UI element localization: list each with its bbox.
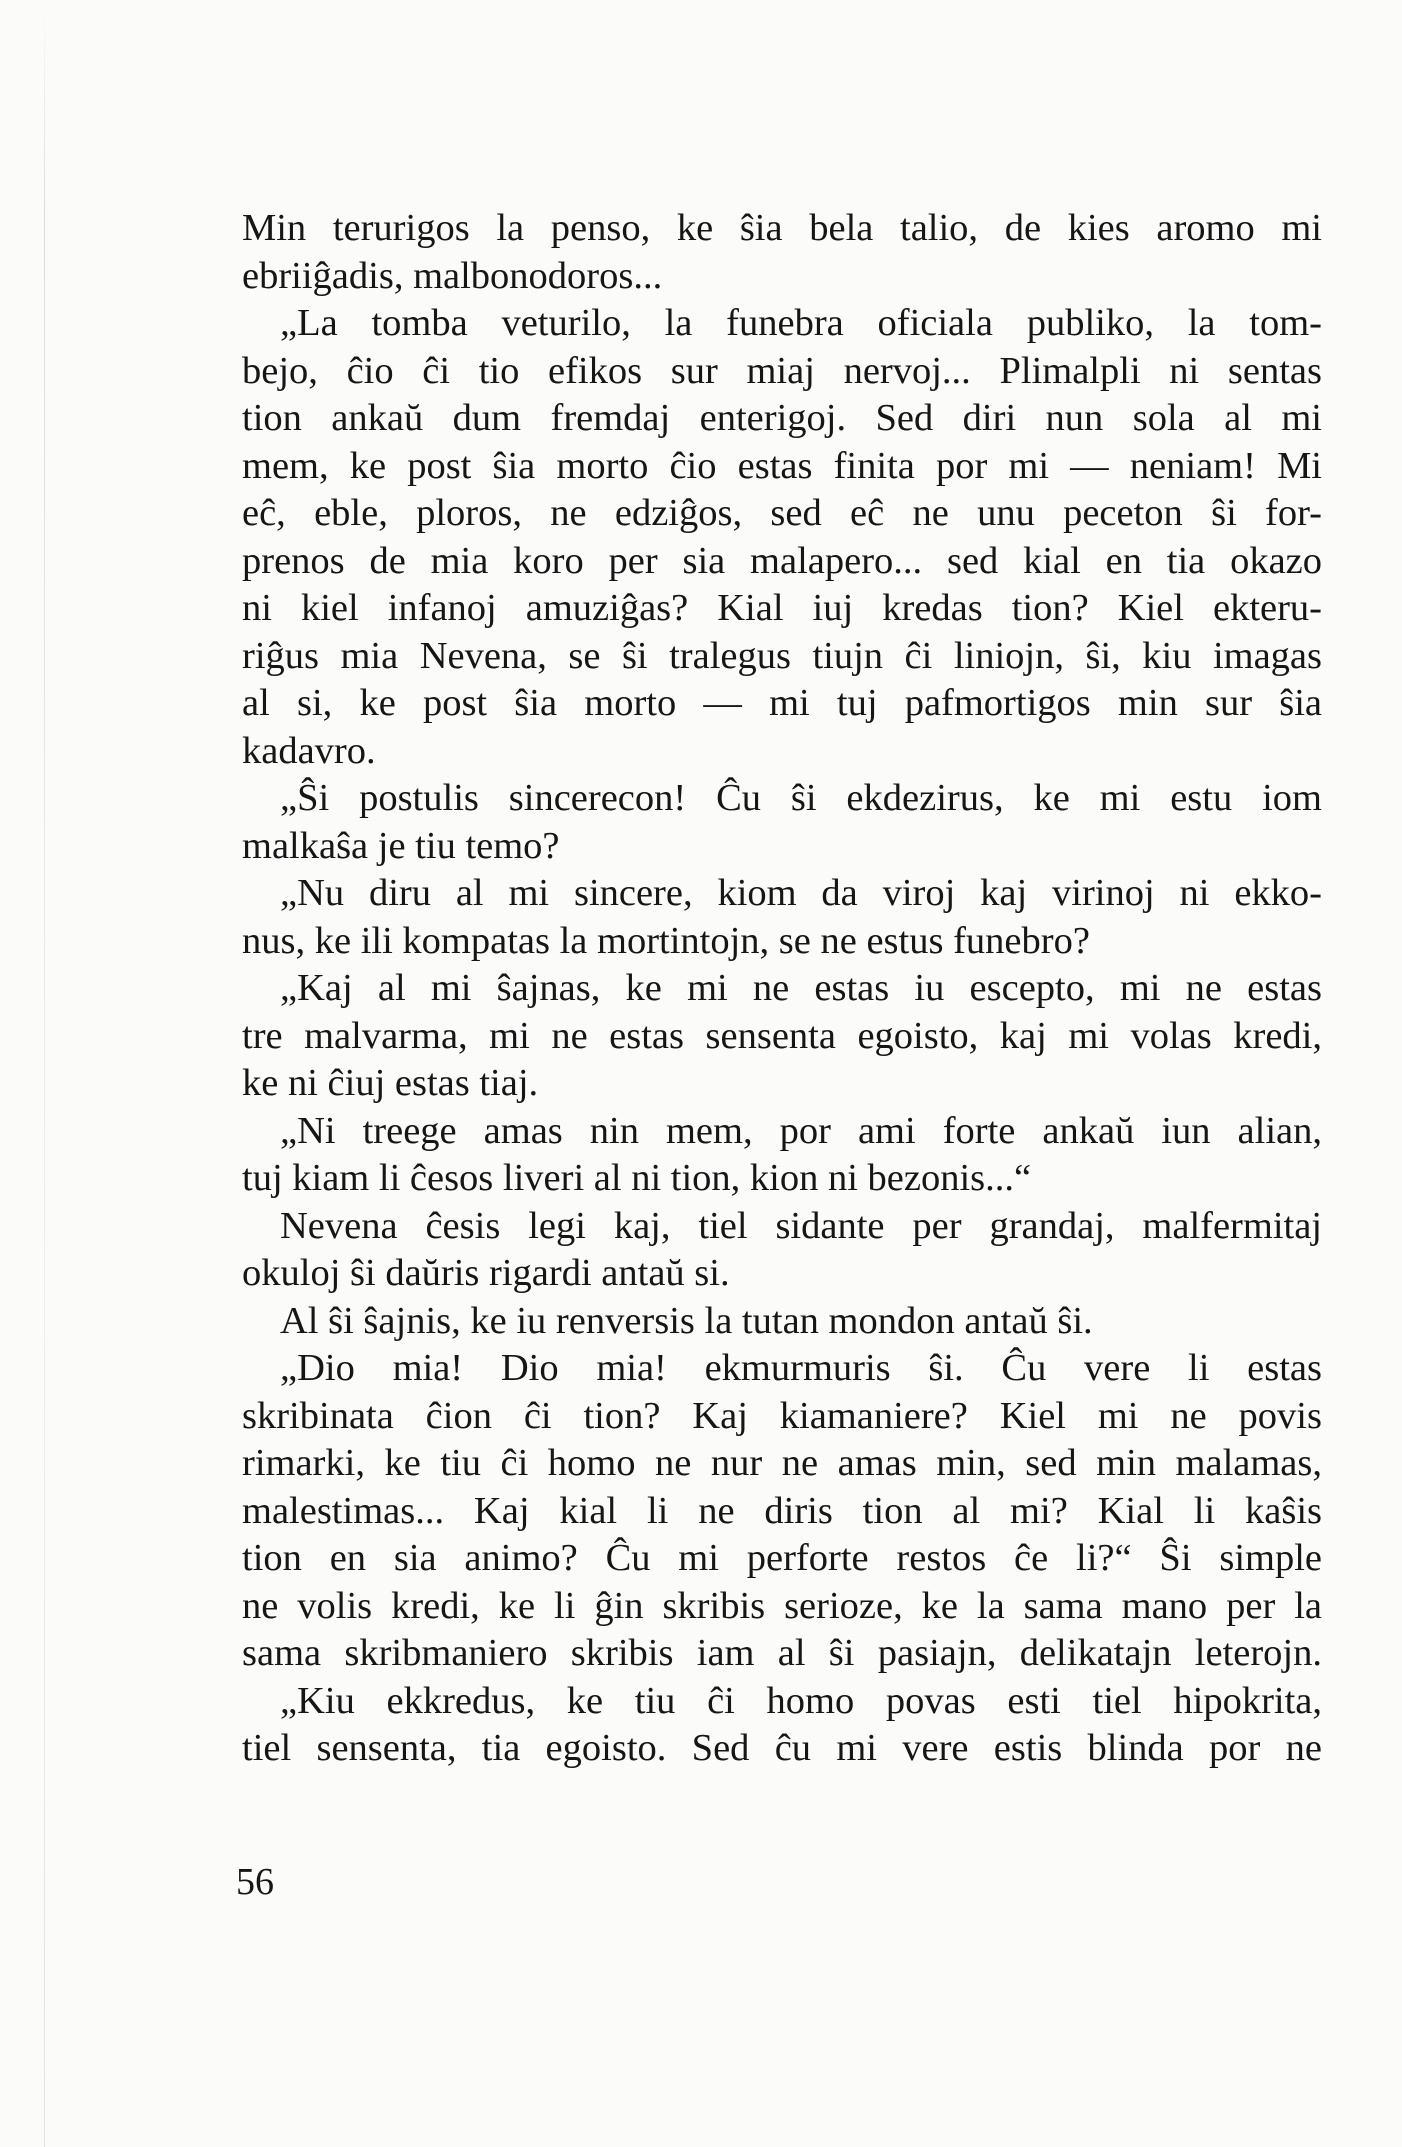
- text-line: mem, ke post ŝia morto ĉio estas finita por mi — neniam! Mi: [242, 444, 1322, 487]
- text-line: tion en sia animo? Ĉu mi perforte restos ĉe li?“ Ŝi simple: [242, 1537, 1322, 1579]
- text-line: malestimas... Kaj kial li ne diris tion al mi? Kial li kaŝis: [242, 1489, 1322, 1532]
- text-line: „Ŝi postulis sincerecon! Ĉu ŝi ekdezirus, ke mi estu iom: [280, 777, 1322, 819]
- text-line: „Nu diru al mi sincere, kiom da viroj kaj virinoj ni ekko-: [280, 872, 1322, 914]
- text-line: ne volis kredi, ke li ĝin skribis serioze, ke la sama mano per la: [242, 1584, 1322, 1627]
- text-line: Min terurigos la penso, ke ŝia bela talio, de kies aromo mi: [242, 207, 1322, 249]
- scan-edge-line: [44, 0, 45, 2147]
- text-line: rimarki, ke tiu ĉi homo ne nur ne amas min, sed min malamas,: [242, 1442, 1322, 1484]
- text-line: „Ni treege amas nin mem, por ami forte ankaŭ iun alian,: [280, 1109, 1322, 1152]
- text-line: tion ankaŭ dum fremdaj enterigoj. Sed diri nun sola al mi: [242, 397, 1322, 439]
- text-line: eĉ, eble, ploros, ne edziĝos, sed eĉ ne unu peceton ŝi for-: [242, 492, 1322, 534]
- text-line: ebriiĝadis, malbonodoros...: [242, 254, 663, 297]
- text-line: bejo, ĉio ĉi tio efikos sur miaj nervoj... Plimalpli ni sentas: [242, 349, 1322, 392]
- text-line: prenos de mia koro per sia malapero... sed kial en tia okazo: [242, 539, 1322, 582]
- body-text: [242, 205, 1322, 1773]
- text-line: nus, ke ili kompatas la mortintojn, se ne estus funebro?: [242, 919, 1090, 962]
- text-line: Nevena ĉesis legi kaj, tiel sidante per grandaj, malfermitaj: [280, 1204, 1322, 1247]
- text-line: tuj kiam li ĉesos liveri al ni tion, kion ni bezonis...“: [242, 1157, 1032, 1199]
- text-line: kadavro.: [242, 729, 376, 772]
- text-line: ke ni ĉiuj estas tiaj.: [242, 1062, 539, 1104]
- text-line: „Kiu ekkredus, ke tiu ĉi homo povas esti tiel hipokrita,: [280, 1679, 1322, 1722]
- text-line: tre malvarma, mi ne estas sensenta egoisto, kaj mi volas kredi,: [242, 1014, 1322, 1057]
- text-line: „Kaj al mi ŝajnas, ke mi ne estas iu escepto, mi ne estas: [280, 967, 1322, 1009]
- text-line: skribinata ĉion ĉi tion? Kaj kiamaniere? Kiel mi ne povis: [242, 1394, 1322, 1437]
- text-line: tiel sensenta, tia egoisto. Sed ĉu mi vere estis blinda por ne: [242, 1727, 1322, 1769]
- text-line: okuloj ŝi daŭris rigardi antaŭ si.: [242, 1252, 730, 1294]
- text-line: al si, ke post ŝia morto — mi tuj pafmortigos min sur ŝia: [242, 682, 1322, 724]
- text-line: riĝus mia Nevena, se ŝi tralegus tiujn ĉi liniojn, ŝi, kiu imagas: [242, 634, 1322, 677]
- text-line: „La tomba veturilo, la funebra oficiala publiko, la tom-: [280, 302, 1322, 344]
- text-line: „Dio mia! Dio mia! ekmurmuris ŝi. Ĉu vere li estas: [280, 1347, 1322, 1389]
- text-line: Al ŝi ŝajnis, ke iu renversis la tutan mondon antaŭ ŝi.: [280, 1299, 1093, 1342]
- text-line: malkaŝa je tiu temo?: [242, 824, 560, 867]
- page-number: 56: [236, 1861, 274, 1903]
- text-line: sama skribmaniero skribis iam al ŝi pasiajn, delikatajn leterojn.: [242, 1632, 1322, 1674]
- text-line: ni kiel infanoj amuziĝas? Kial iuj kredas tion? Kiel ekteru-: [242, 587, 1322, 629]
